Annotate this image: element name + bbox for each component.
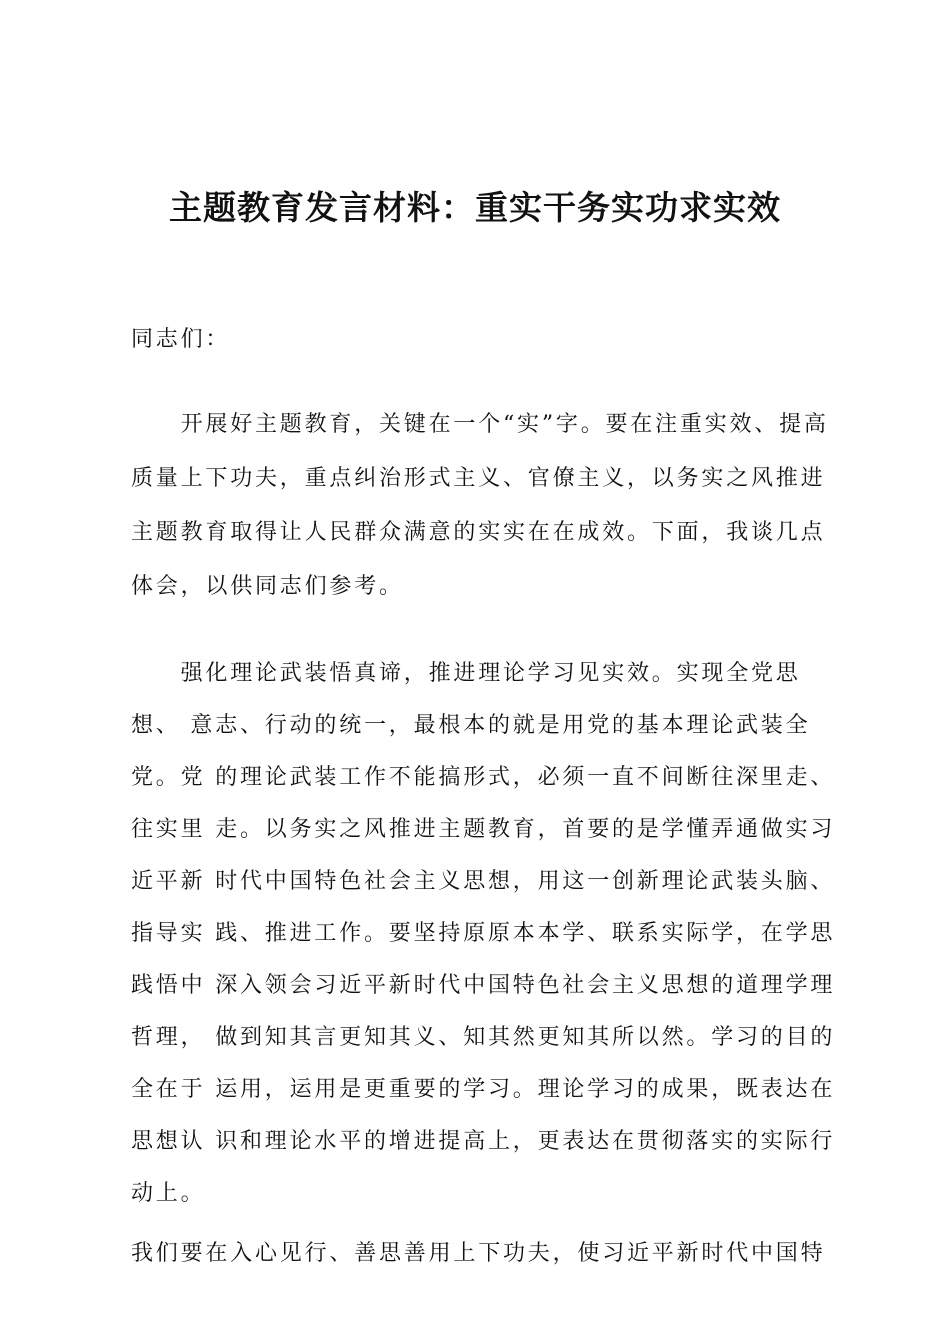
salutation: 同志们： — [131, 327, 231, 352]
paragraph-continued: 我们要在入心见行、善思善用上下功夫，使习近平新时代中国特 — [131, 1241, 826, 1266]
paragraph-theory-study: 强化理论武装悟真谛，推进理论学习见实效。实现全党思想、 意志、行动的统一，最根本的就是用党的基本理论武装全党。党 的理论武装工作不能搞形式，必须一直不间断往深里走、往实里 走。以务实之风推进主题教育，首要的是学懂弄通做实习近平新 时代中国特色社会主义思想，用这一创新理论武装头脑、指导实 践、推进工作。要坚持原原本本学、联系实际学，在学思践悟中 深入领会习近平新时代中国特色社会主义思想的道理学理哲理， 做到知其言更知其义、知其然更知其所以然。学习的目的全在于 运用，运用是更重要的学习。理论学习的成果，既表达在思想认 识和理论水平的增进提高上，更表达在贯彻落实的实际行动上。 — [131, 661, 836, 1206]
paragraph-intro: 开展好主题教育，关键在一个“实”字。要在注重实效、提高质量上下功夫，重点纠治形式主义、官僚主义，以务实之风推进主题教育取得让人民群众满意的实实在在成效。下面，我谈几点体会，以供同志们参考。 — [131, 412, 829, 599]
document-title: 主题教育发言材料：重实干务实功求实效 — [169, 188, 781, 227]
